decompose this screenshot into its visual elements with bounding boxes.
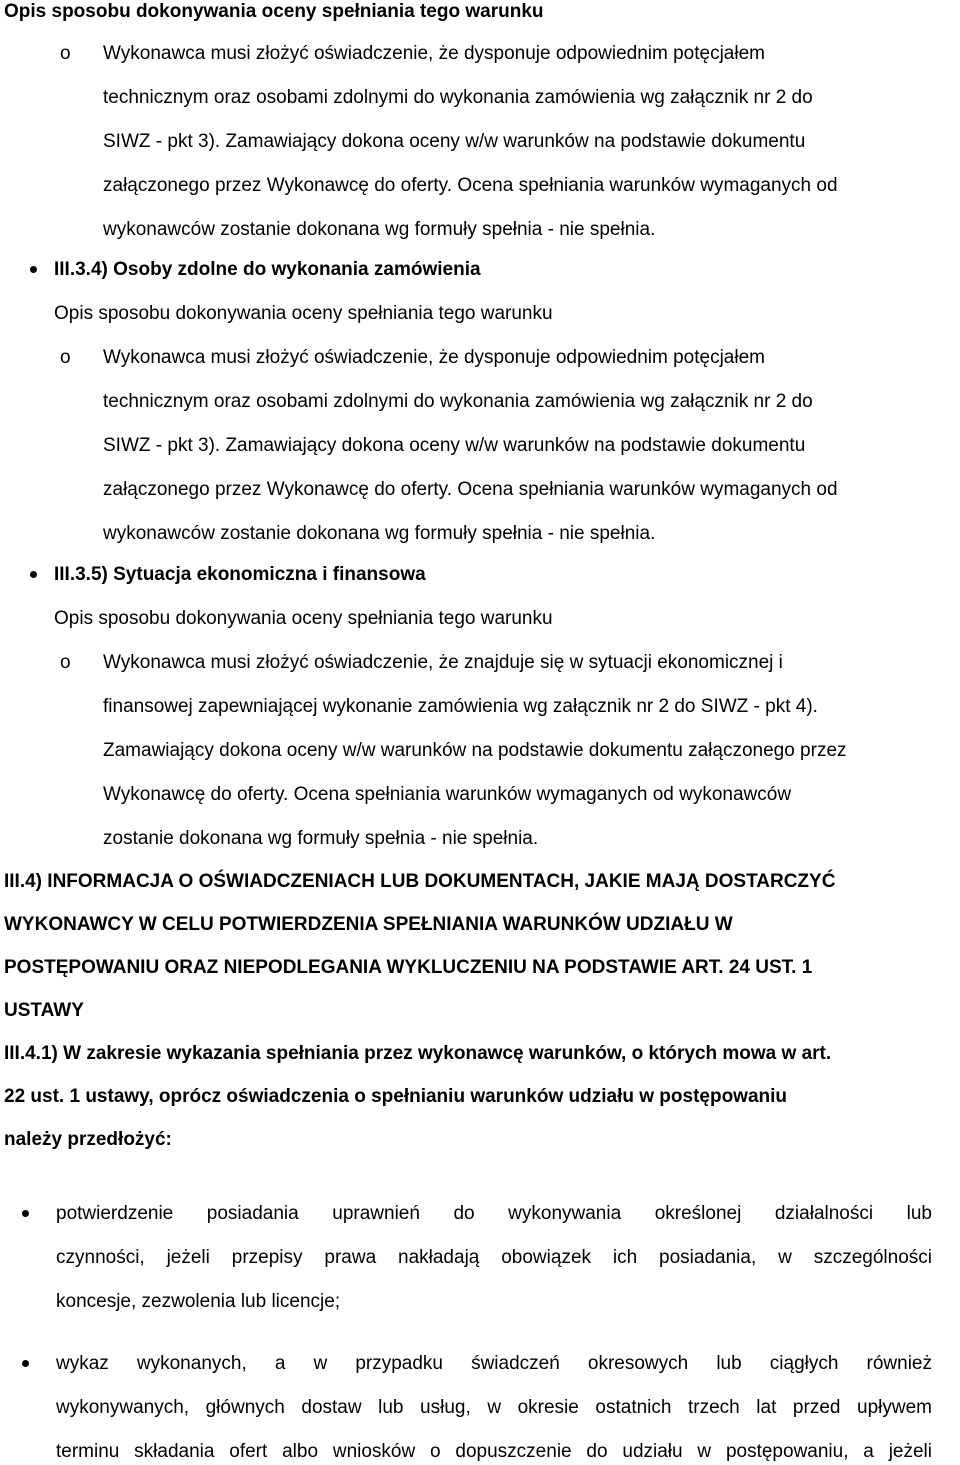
paragraph-line: SIWZ - pkt 3). Zamawiający dokona oceny w/w warunków na podstawie dokumentu: [103, 131, 806, 152]
bullet-icon: [22, 1210, 29, 1217]
paragraph-line: SIWZ - pkt 3). Zamawiający dokona oceny w/w warunków na podstawie dokumentu: [103, 435, 806, 456]
paragraph-line: załączonego przez Wykonawcę do oferty. Ocena spełniania warunków wymaganych od: [103, 175, 838, 196]
paragraph-line: finansowej zapewniającej wykonanie zamówienia wg załącznik nr 2 do SIWZ - pkt 4).: [103, 696, 818, 717]
list-item-line: czynności, jeżeli przepisy prawa nakładają obowiązek ich posiadania, w szczególności: [56, 1247, 932, 1268]
item-title: III.3.4) Osoby zdolne do wykonania zamówienia: [54, 259, 481, 280]
paragraph-line: załączonego przez Wykonawcę do oferty. Ocena spełniania warunków wymaganych od: [103, 479, 838, 500]
list-item-line: potwierdzenie posiadania uprawnień do wykonywania określonej działalności lub: [56, 1203, 932, 1224]
subsection-heading: III.4.1) W zakresie wykazania spełniania przez wykonawcę warunków, o których mowa w art.: [4, 1043, 832, 1064]
bullet-icon: [30, 266, 37, 273]
circle-bullet-icon: o: [60, 347, 71, 368]
section-heading: III.4) INFORMACJA O OŚWIADCZENIACH LUB DOKUMENTACH, JAKIE MAJĄ DOSTARCZYĆ: [4, 871, 836, 892]
circle-bullet-icon: o: [60, 652, 71, 673]
subheading: Opis sposobu dokonywania oceny spełniania tego warunku: [54, 303, 553, 324]
subsection-heading: należy przedłożyć:: [4, 1129, 172, 1150]
list-item-line: terminu składania ofert albo wniosków o dopuszczenie do udziału w postępowaniu, a jeżeli: [56, 1441, 932, 1462]
paragraph-line: technicznym oraz osobami zdolnymi do wykonania zamówienia wg załącznik nr 2 do: [103, 87, 813, 108]
item-title: III.3.5) Sytuacja ekonomiczna i finansowa: [54, 564, 426, 585]
section-heading: WYKONAWCY W CELU POTWIERDZENIA SPEŁNIANIA WARUNKÓW UDZIAŁU W: [4, 914, 733, 935]
paragraph-line: wykonawców zostanie dokonana wg formuły spełnia - nie spełnia.: [103, 523, 656, 544]
paragraph-line: zostanie dokonana wg formuły spełnia - nie spełnia.: [103, 828, 539, 849]
subheading: Opis sposobu dokonywania oceny spełniania tego warunku: [54, 608, 553, 629]
list-item-line: koncesje, zezwolenia lub licencje;: [56, 1291, 341, 1312]
paragraph-line: Zamawiający dokona oceny w/w warunków na podstawie dokumentu załączonego przez: [103, 740, 847, 761]
paragraph-line: wykonawców zostanie dokonana wg formuły spełnia - nie spełnia.: [103, 219, 656, 240]
paragraph-line: Wykonawca musi złożyć oświadczenie, że dysponuje odpowiednim potęcjałem: [103, 347, 765, 368]
bullet-icon: [30, 571, 37, 578]
list-item-line: wykonywanych, głównych dostaw lub usług, w okresie ostatnich trzech lat przed upływem: [56, 1397, 932, 1418]
section-heading: Opis sposobu dokonywania oceny spełniania tego warunku: [4, 1, 544, 22]
section-heading: USTAWY: [4, 1000, 84, 1021]
paragraph-line: Wykonawca musi złożyć oświadczenie, że dysponuje odpowiednim potęcjałem: [103, 43, 765, 64]
circle-bullet-icon: o: [60, 43, 71, 64]
bullet-icon: [22, 1360, 29, 1367]
paragraph-line: technicznym oraz osobami zdolnymi do wykonania zamówienia wg załącznik nr 2 do: [103, 391, 813, 412]
section-heading: POSTĘPOWANIU ORAZ NIEPODLEGANIA WYKLUCZENIU NA PODSTAWIE ART. 24 UST. 1: [4, 957, 813, 978]
subsection-heading: 22 ust. 1 ustawy, oprócz oświadczenia o spełnianiu warunków udziału w postępowaniu: [4, 1086, 788, 1107]
paragraph-line: Wykonawca musi złożyć oświadczenie, że znajduje się w sytuacji ekonomicznej i: [103, 652, 783, 673]
paragraph-line: Wykonawcę do oferty. Ocena spełniania warunków wymaganych od wykonawców: [103, 784, 792, 805]
list-item-line: wykaz wykonanych, a w przypadku świadczeń okresowych lub ciągłych również: [56, 1353, 932, 1374]
